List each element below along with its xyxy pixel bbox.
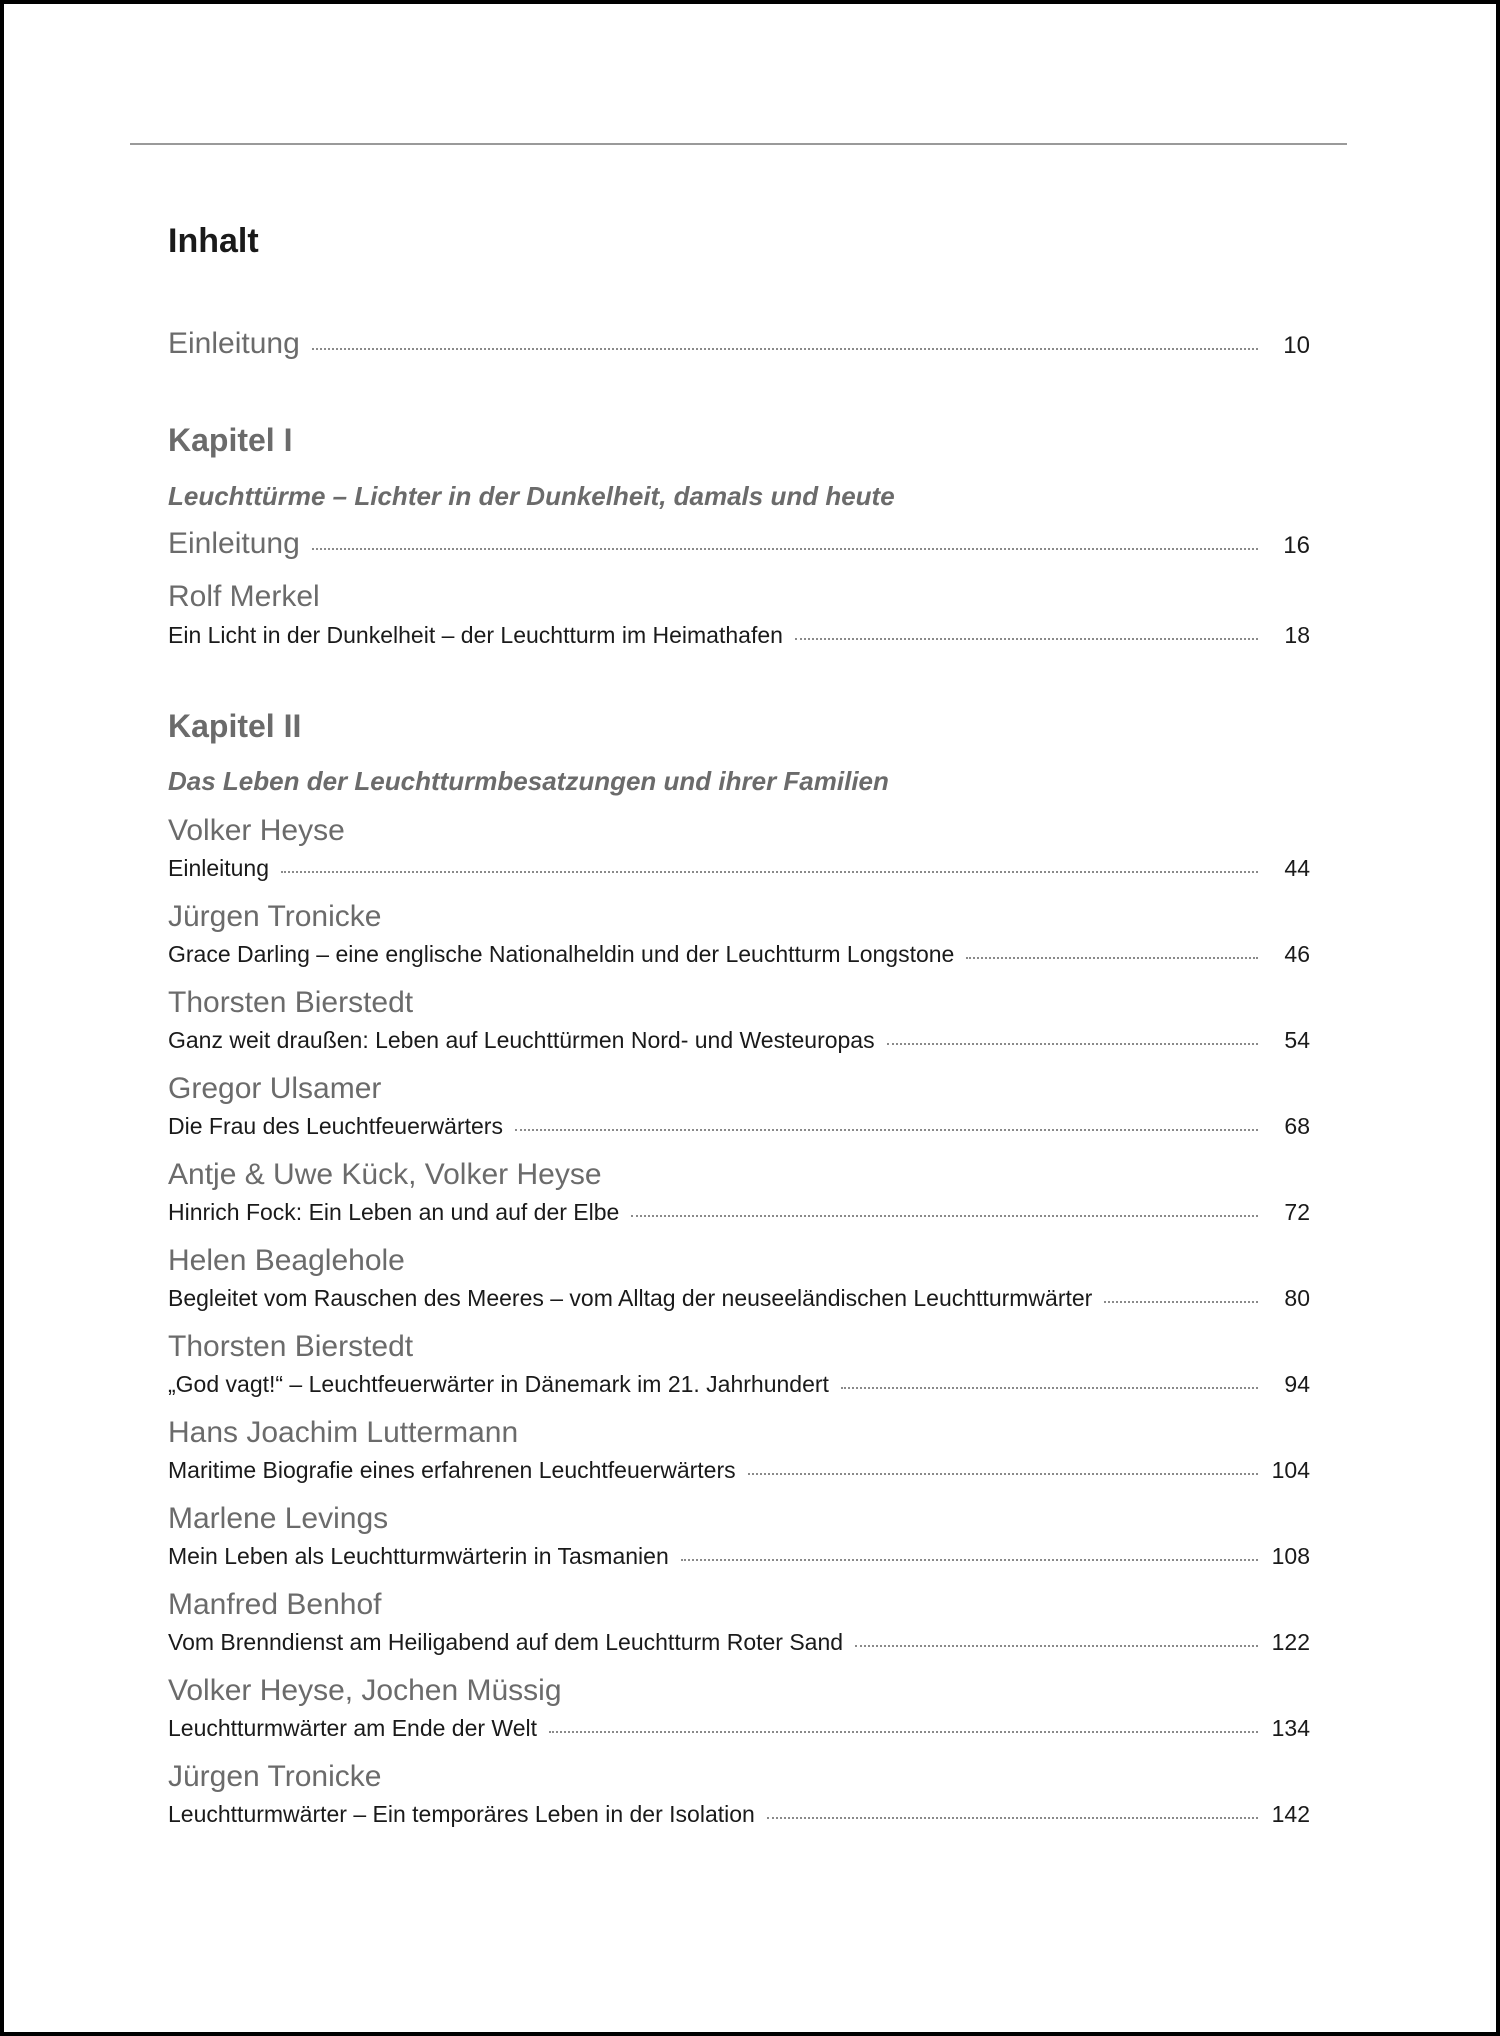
header-rule (130, 143, 1347, 145)
entry-title: Einleitung (168, 527, 300, 560)
toc-entry[interactable] (168, 622, 1310, 649)
toc-entry[interactable] (168, 941, 1310, 968)
toc-entry[interactable] (168, 1027, 1310, 1054)
entry-title: Vom Brenndienst am Heiligabend auf dem Leuchtturm Roter Sand (168, 1629, 844, 1655)
chapter-2-subtitle: Das Leben der Leuchtturmbesatzungen und ihrer Familien (168, 766, 889, 796)
dot-leader (795, 638, 1258, 640)
dot-leader (631, 1215, 1258, 1217)
entry-author: Volker Heyse, Jochen Müssig (168, 1674, 562, 1707)
dot-leader (312, 548, 1258, 550)
entry-page: 142 (1271, 1801, 1310, 1827)
toc-entry[interactable] (168, 1457, 1310, 1484)
dot-leader (767, 1817, 1258, 1819)
entry-page: 94 (1284, 1371, 1310, 1397)
entry-author: Volker Heyse (168, 814, 345, 847)
dot-leader (1104, 1301, 1258, 1303)
entry-page: 18 (1284, 622, 1310, 648)
entry-page: 54 (1284, 1027, 1310, 1053)
dot-leader (887, 1043, 1258, 1045)
toc-entry[interactable] (168, 1629, 1310, 1656)
entry-page: 46 (1284, 941, 1310, 967)
entry-page: 122 (1271, 1629, 1310, 1655)
entry-author: Hans Joachim Luttermann (168, 1416, 519, 1449)
entry-title: „God vagt!“ – Leuchtfeuerwärter in Dänemark im 21. Jahrhundert (168, 1371, 829, 1397)
dot-leader (748, 1473, 1258, 1475)
entry-title: Hinrich Fock: Ein Leben an und auf der Elbe (168, 1199, 620, 1225)
toc-entry[interactable] (168, 1285, 1310, 1312)
toc-entry[interactable] (168, 1543, 1310, 1570)
chapter-2-label: Kapitel II (168, 708, 302, 744)
entry-author: Jürgen Tronicke (168, 1760, 382, 1793)
toc-heading: Inhalt (168, 222, 259, 260)
entry-author: Jürgen Tronicke (168, 900, 382, 933)
entry-page: 108 (1271, 1543, 1310, 1569)
entry-page: 80 (1284, 1285, 1310, 1311)
dot-leader (966, 957, 1258, 959)
dot-leader (515, 1129, 1258, 1131)
entry-title: Ganz weit draußen: Leben auf Leuchttürmen Nord- und Westeuropas (168, 1027, 875, 1053)
entry-title: Mein Leben als Leuchtturmwärterin in Tasmanien (168, 1543, 669, 1569)
entry-title: Einleitung (168, 327, 300, 360)
entry-page: 72 (1284, 1199, 1310, 1225)
dot-leader (855, 1645, 1258, 1647)
entry-title: Leuchtturmwärter am Ende der Welt (168, 1715, 538, 1741)
entry-page: 10 (1283, 332, 1310, 359)
entry-page: 44 (1284, 855, 1310, 881)
entry-title: Die Frau des Leuchtfeuerwärters (168, 1113, 503, 1139)
entry-title: Maritime Biografie eines erfahrenen Leuchtfeuerwärters (168, 1457, 736, 1483)
entry-title: Leuchtturmwärter – Ein temporäres Leben in der Isolation (168, 1801, 755, 1827)
dot-leader (312, 348, 1258, 350)
entry-author: Manfred Benhof (168, 1588, 382, 1621)
toc-entry[interactable] (168, 1199, 1310, 1226)
entry-author: Rolf Merkel (168, 580, 320, 613)
toc-entry-intro[interactable] (168, 327, 1310, 361)
dot-leader (841, 1387, 1258, 1389)
entry-title: Grace Darling – eine englische Nationalheldin und der Leuchtturm Longstone (168, 941, 955, 967)
dot-leader (549, 1731, 1258, 1733)
dot-leader (681, 1559, 1258, 1561)
entry-page: 16 (1283, 532, 1310, 559)
toc-entry[interactable] (168, 855, 1310, 882)
toc-entry-chapter-1-intro[interactable] (168, 527, 1310, 561)
entry-page: 134 (1271, 1715, 1310, 1741)
chapter-1-subtitle: Leuchttürme – Lichter in der Dunkelheit, damals und heute (168, 481, 895, 511)
toc-entry[interactable] (168, 1715, 1310, 1742)
chapter-1-label: Kapitel I (168, 422, 293, 458)
toc-entry[interactable] (168, 1113, 1310, 1140)
entry-title: Einleitung (168, 855, 270, 881)
dot-leader (281, 871, 1258, 873)
entry-author: Thorsten Bierstedt (168, 986, 414, 1019)
toc-entry[interactable] (168, 1371, 1310, 1398)
entry-author: Helen Beaglehole (168, 1244, 405, 1277)
entry-page: 68 (1284, 1113, 1310, 1139)
entry-title: Begleitet vom Rauschen des Meeres – vom Alltag der neuseeländischen Leuchtturmwärter (168, 1285, 1093, 1311)
entry-author: Thorsten Bierstedt (168, 1330, 414, 1363)
entry-author: Gregor Ulsamer (168, 1072, 382, 1105)
toc-entry[interactable] (168, 1801, 1310, 1828)
entry-author: Antje & Uwe Kück, Volker Heyse (168, 1158, 602, 1191)
entry-page: 104 (1271, 1457, 1310, 1483)
entry-title: Ein Licht in der Dunkelheit – der Leuchtturm im Heimathafen (168, 622, 783, 648)
entry-author: Marlene Levings (168, 1502, 389, 1535)
